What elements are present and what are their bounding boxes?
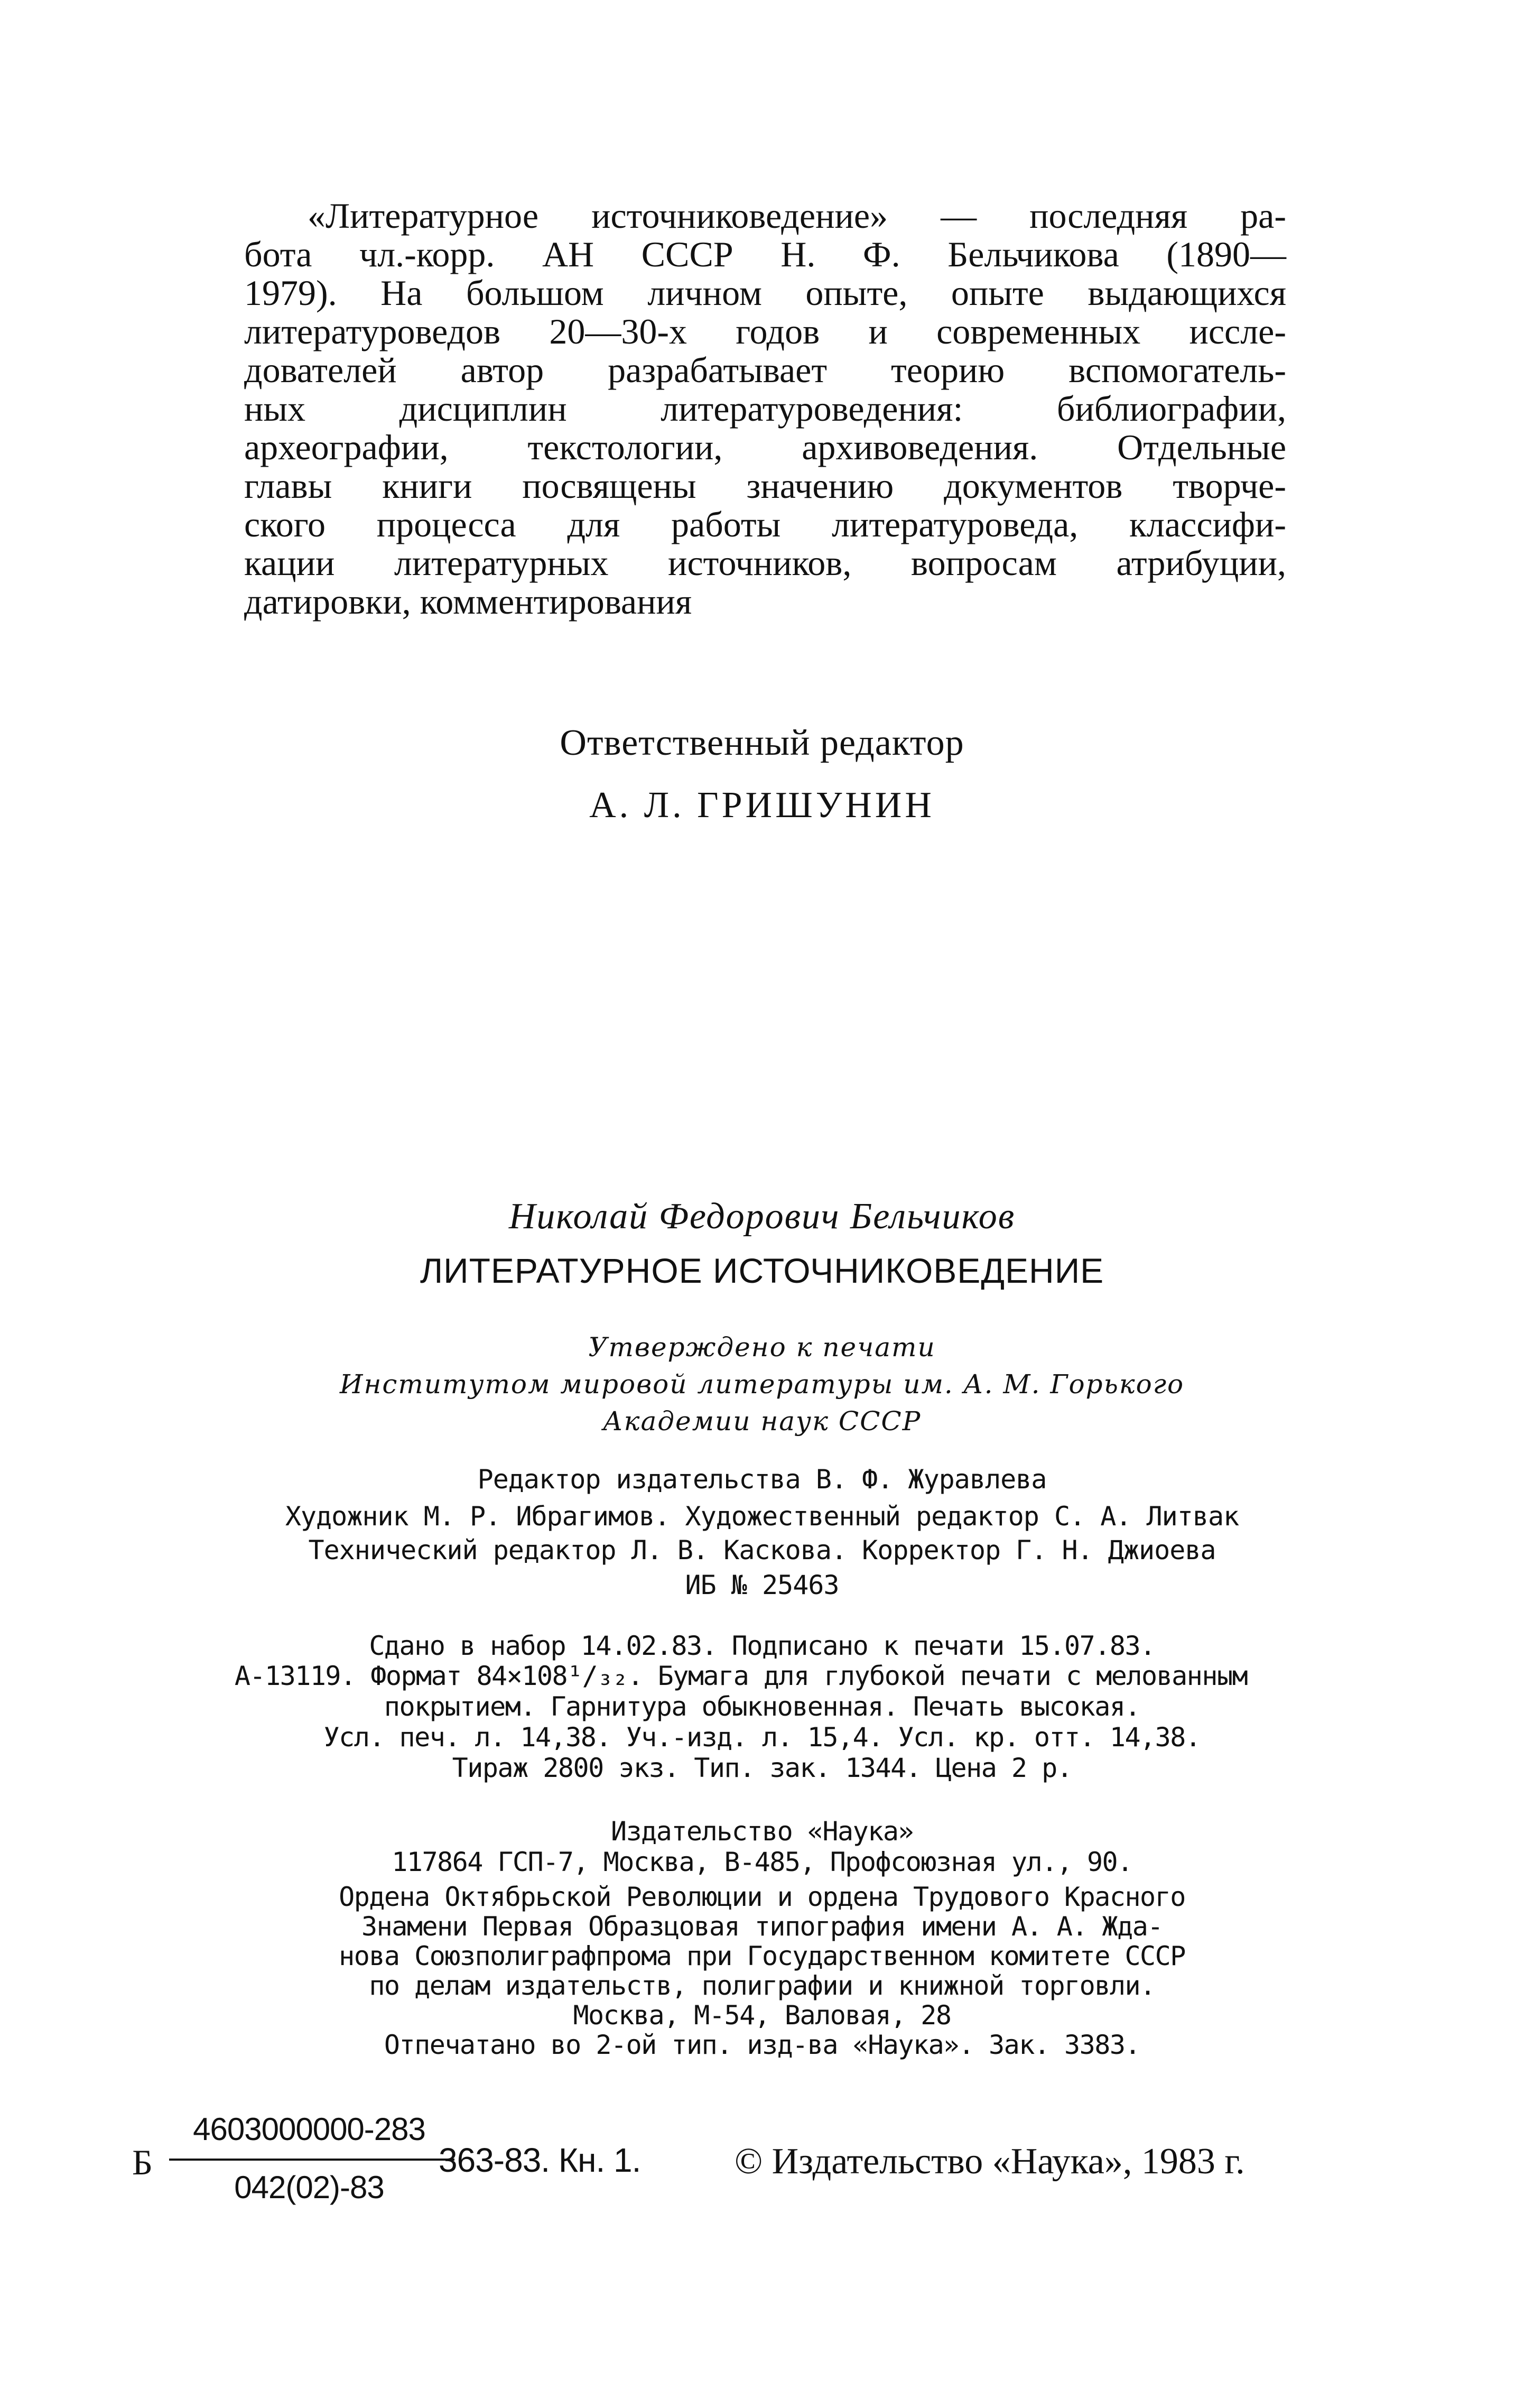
printer-line: Москва, М-54, Валовая, 28 [573,2000,951,2031]
author-name: Николай Федорович Бельчиков [508,1196,1016,1237]
print-details-line: покрытием. Гарнитура обыкновенная. Печать высокая. [384,1691,1140,1722]
fraction-rule [169,2159,454,2161]
editor-role: Ответственный редактор [560,723,964,763]
abstract-line: ных дисциплин литературоведения: библиографии, [244,388,1286,429]
printer-line: Отпечатано во 2-ой тип. изд-ва «Наука». Зак. 3383. [384,2030,1140,2060]
print-details-line: А-13119. Формат 84×108¹/₃₂. Бумага для глубокой печати с мелованным [234,1661,1248,1691]
publisher-address: 117864 ГСП-7, Москва, В-485, Профсоюзная ул., 90. [392,1847,1132,1877]
print-details-line: Тираж 2800 экз. Тип. зак. 1344. Цена 2 р. [452,1753,1072,1783]
publisher-name: Издательство «Наука» [610,1816,914,1847]
abstract-paragraph [244,197,1286,621]
code-numerator: 4603000000-283 [193,2111,425,2147]
credits-line: Редактор издательства В. Ф. Журавлева [477,1464,1047,1495]
printer-line: Знамени Первая Образцовая типография имени А. А. Жда- [361,1911,1163,1942]
approval-line: Академии наук СССР [602,1406,922,1437]
abstract-line: археографии, текстологии, архивоведения. Отдельные [244,427,1286,467]
catalog-code-line [132,2111,1400,2227]
abstract-line: ского процесса для работы литературоведа, классифи- [244,504,1286,544]
print-details-line: Сдано в набор 14.02.83. Подписано к печати 15.07.83. [369,1631,1155,1661]
abstract-line: дователей автор разрабатывает теорию вспомогатель- [244,350,1286,390]
editor-name: А. Л. ГРИШУНИН [589,785,935,826]
book-title: ЛИТЕРАТУРНОЕ ИСТОЧНИКОВЕДЕНИЕ [420,1251,1104,1290]
printer-line: нова Союзполиграфпрома при Государственном комитете СССР [339,1941,1185,1971]
printer-line: по делам издательств, полиграфии и книжной торговли. [369,1970,1155,2001]
printer-line: Ордена Октябрьской Революции и ордена Трудового Красного [339,1882,1185,1912]
copyright-notice: © Издательство «Наука», 1983 г. [735,2141,1245,2182]
abstract-line: главы книги посвящены значению документов творче- [244,466,1286,506]
abstract-line: «Литературное источниковедение» — последняя ра- [308,196,1286,236]
abstract-line: 1979). На большом личном опыте, опыте выдающихся [244,273,1286,313]
code-tail: 363-83. Кн. 1. [439,2141,641,2179]
abstract-line: литературоведов 20—30-х годов и современных иссле- [244,311,1286,351]
approval-line: Институтом мировой литературы им. А. М. Горького [339,1369,1185,1400]
credits-line: Художник М. Р. Ибрагимов. Художественный редактор С. А. Литвак [285,1501,1239,1532]
print-details-line: Усл. печ. л. 14,38. Уч.-изд. л. 15,4. Усл. кр. отт. 14,38. [323,1722,1201,1753]
code-denominator: 042(02)-83 [234,2170,384,2205]
approval-line: Утверждено к печати [588,1332,936,1363]
credits-line: Технический редактор Л. В. Каскова. Корректор Г. Н. Джиоева [308,1535,1216,1566]
abstract-line: датировки, комментирования [244,581,692,622]
code-letter: Б [132,2142,153,2182]
abstract-line: бота чл.-корр. АН СССР Н. Ф. Бельчикова (1890— [244,234,1286,274]
publication-id: ИБ № 25463 [685,1570,839,1600]
abstract-line: кации литературных источников, вопросам атрибуции, [244,543,1286,583]
